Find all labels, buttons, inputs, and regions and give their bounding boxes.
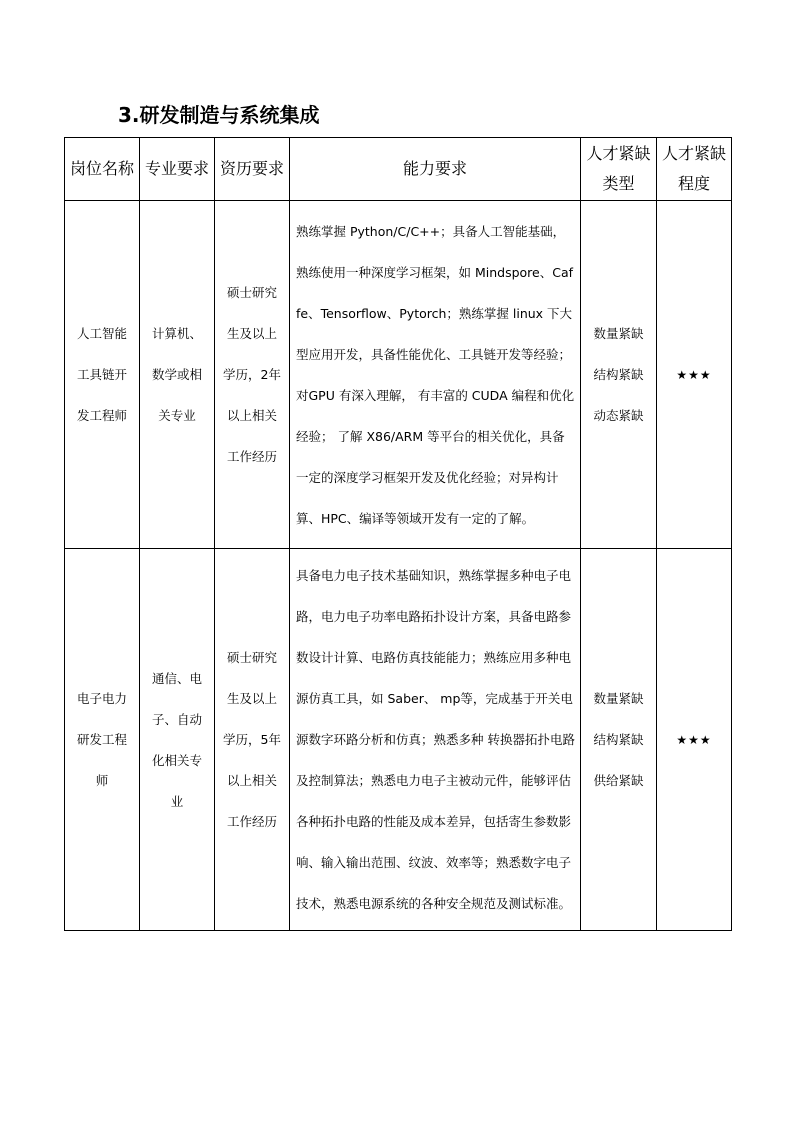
section-title: 3.研发制造与系统集成 (118, 103, 320, 127)
major-text: 计算机、数学或相关专业 (151, 326, 202, 423)
header-major: 专业要求 (140, 138, 215, 201)
talent-demand-table (64, 137, 732, 931)
header-shortage-type: 人才紧缺类型 (581, 138, 657, 201)
cell-shortage-level (657, 201, 732, 549)
cell-major (140, 549, 215, 931)
cell-major (140, 201, 215, 549)
header-position: 岗位名称 (65, 138, 140, 201)
cell-ability (290, 201, 581, 549)
ability-text: 熟练掌握 Python/C/C++；具备人工智能基础，熟练使用一种深度学习框架，如 Mindspore、Caffe、Tensorflow、Pytorch；熟练掌握 linux 下大型应用开发，具备性能优化、工具链开发等经验；对GPU 有深入理解， 有丰富的 CUDA 编程和优化经验； 了解 X86/ARM 等平台的相关优化，具备一定的深度学习框架开发及优化经验；对异构计算、HPC、编译等领域开发有一定的了解。 (296, 223, 575, 526)
major-text: 通信、电子、自动化相关专业 (151, 670, 202, 809)
table-row (65, 549, 732, 931)
shortage-type-text: 数量紧缺 结构紧缺 动态紧缺 (593, 326, 644, 423)
position-text: 人工智能工具链开发工程师 (76, 326, 127, 423)
table-row (65, 201, 732, 549)
qualification-text: 硕士研究生及以上学历，5年以上相关工作经历 (223, 650, 281, 829)
header-qualification: 资历要求 (215, 138, 290, 201)
qualification-text: 硕士研究生及以上学历，2年以上相关工作经历 (223, 285, 281, 464)
position-text: 电子电力研发工程师 (76, 691, 127, 788)
ability-text: 具备电力电子技术基础知识，熟练掌握多种电子电路，电力电子功率电路拓扑设计方案，具备电路参数设计计算、电路仿真技能能力；熟练应用多种电源仿真工具，如 Saber、 mp等，完成基于开关电源数字环路分析和仿真；熟悉多种 转换器拓扑电路及控制算法；熟悉电力电子主被动元件，能够评估各种拓扑电路的性能及成本差异，包括寄生参数影响、输入输出范围、纹波、效率等；熟悉数字电子技术，熟悉电源系统的各种安全规范及测试标准。 (296, 568, 575, 911)
cell-position (65, 201, 140, 549)
shortage-level-stars: ★★★ (676, 732, 712, 747)
shortage-type-text: 数量紧缺 结构紧缺 供给紧缺 (593, 691, 644, 788)
table-header-row (65, 138, 732, 201)
shortage-level-stars: ★★★ (676, 367, 712, 382)
cell-qualification (215, 549, 290, 931)
header-ability: 能力要求 (290, 138, 581, 201)
cell-position (65, 549, 140, 931)
cell-ability (290, 549, 581, 931)
header-shortage-level: 人才紧缺程度 (657, 138, 732, 201)
cell-shortage-type (581, 201, 657, 549)
cell-shortage-type (581, 549, 657, 931)
cell-qualification (215, 201, 290, 549)
cell-shortage-level (657, 549, 732, 931)
